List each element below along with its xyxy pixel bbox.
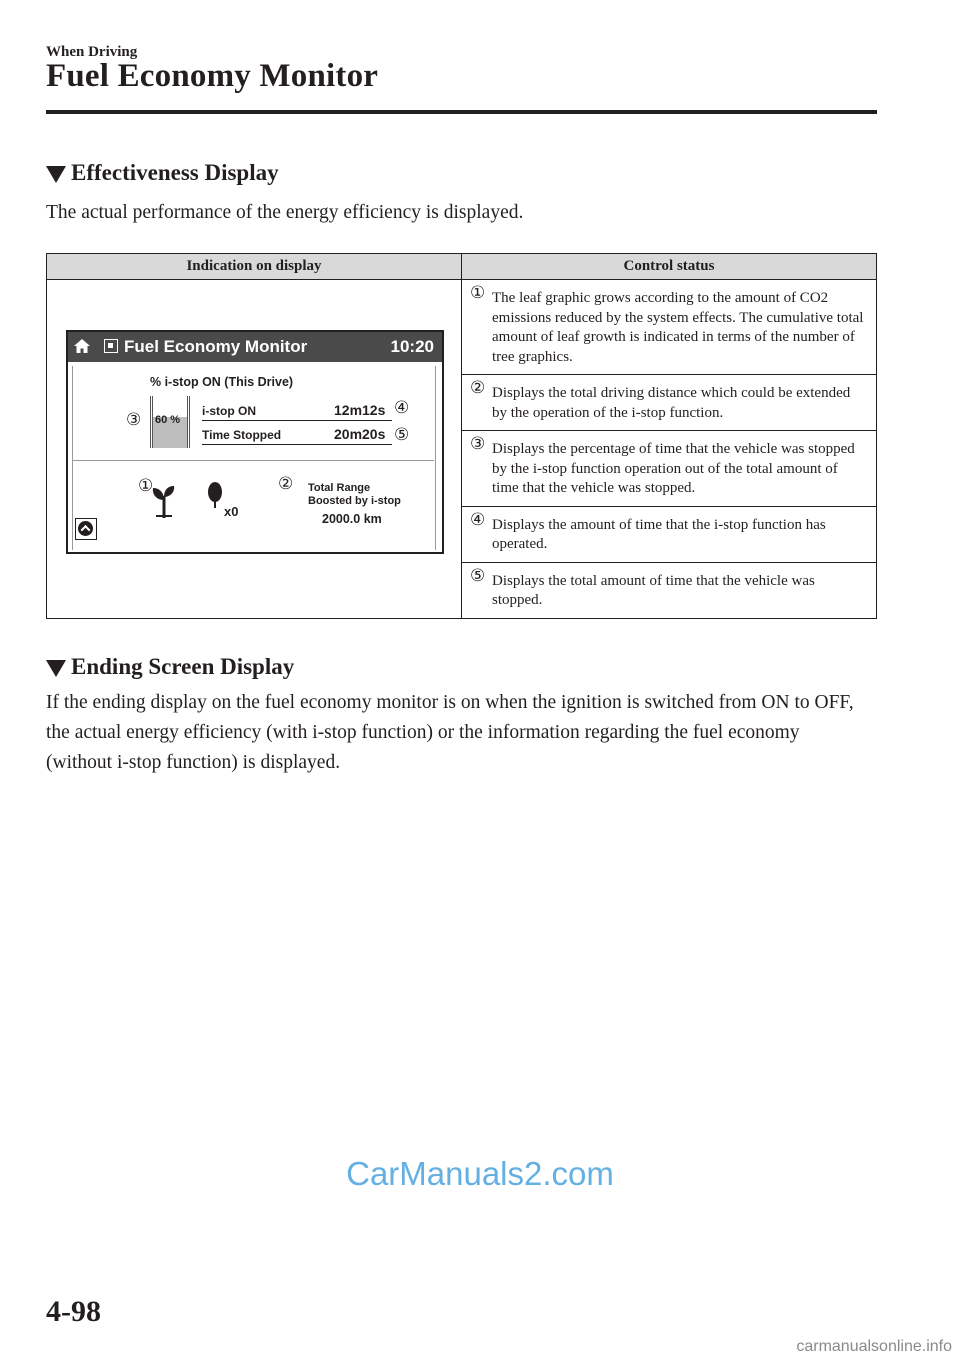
triangle-bullet-icon <box>46 660 66 677</box>
callout-4: ④ <box>394 398 410 418</box>
status-number: ④ <box>470 509 486 530</box>
status-cell <box>462 431 877 507</box>
tree-icon <box>208 482 222 508</box>
istop-title: % i-stop ON (This Drive) <box>150 375 294 389</box>
status-item <box>462 507 876 562</box>
effectiveness-heading-text: Effectiveness Display <box>71 160 279 185</box>
screen-divider <box>72 460 434 461</box>
effectiveness-intro: The actual performance of the energy efficiency is displayed. <box>46 202 524 223</box>
back-icon <box>78 521 93 536</box>
istop-on-value: 12m12s <box>334 402 386 418</box>
time-stopped-label: Time Stopped <box>202 428 282 442</box>
status-cell <box>462 375 877 431</box>
status-cell <box>462 562 877 618</box>
ending-heading-text: Ending Screen Display <box>71 654 295 679</box>
home-icon <box>74 339 90 353</box>
status-number: ⑤ <box>470 565 486 586</box>
range-label-1: Total Range <box>308 482 371 494</box>
effectiveness-heading <box>46 160 279 186</box>
table-row <box>47 280 877 375</box>
tree-count: x0 <box>224 504 239 519</box>
status-text: Displays the percentage of time that the vehicle was stopped by the i-stop function operation out of the total amount of time that the vehicle was stopped. <box>492 441 855 496</box>
status-text: Displays the amount of time that the i-stop function has operated. <box>492 516 826 552</box>
ending-heading <box>46 654 294 680</box>
callout-5: ⑤ <box>394 425 410 445</box>
range-label-2: Boosted by i-stop <box>308 495 401 507</box>
status-number: ③ <box>470 434 486 454</box>
monitor-screen <box>66 330 444 554</box>
page-number: 4-98 <box>46 1295 101 1328</box>
time-stopped-value: 20m20s <box>334 426 386 442</box>
row-underline <box>202 420 392 421</box>
status-text: Displays the total amount of time that the vehicle was stopped. <box>492 572 815 608</box>
control-status-table <box>46 253 877 619</box>
range-value: 2000.0 km <box>322 512 382 526</box>
status-cell <box>462 506 877 562</box>
section-label: When Driving <box>46 44 138 60</box>
back-button[interactable] <box>75 518 97 540</box>
page-title: Fuel Economy Monitor <box>46 58 379 94</box>
callout-1: ① <box>138 476 154 496</box>
table-header-row <box>47 254 877 280</box>
istop-on-label: i-stop ON <box>202 404 256 418</box>
status-item <box>462 375 876 430</box>
status-item <box>462 280 876 374</box>
status-number: ① <box>470 283 486 303</box>
sprout-icon <box>152 482 176 518</box>
screen-title-bar <box>68 332 442 362</box>
table-header-status: Control status <box>462 254 877 280</box>
app-icon <box>104 339 118 353</box>
site-mark: carmanualsonline.info <box>796 1338 952 1355</box>
callout-2: ② <box>278 474 294 494</box>
status-cell <box>462 280 877 375</box>
status-number: ② <box>470 378 486 398</box>
display-image-cell <box>47 280 462 619</box>
status-item <box>462 563 876 618</box>
table-header-indication: Indication on display <box>47 254 462 280</box>
status-text: The leaf graphic grows according to the amount of CO2 emissions reduced by the system effects. The cumulative total amount of leaf growth is indicated in terms of the number of tree graphics. <box>492 290 864 365</box>
status-text: Displays the total driving distance which could be extended by the operation of the i-stop function. <box>492 385 851 421</box>
triangle-bullet-icon <box>46 166 66 183</box>
title-rule <box>46 110 877 114</box>
watermark: CarManuals2.com <box>346 1155 614 1192</box>
istop-gauge <box>150 396 190 448</box>
istop-gauge-value: 60 % <box>155 414 181 426</box>
ending-text: If the ending display on the fuel economy monitor is on when the ignition is switched from ON to OFF, the actual energy efficiency (with i-stop function) or the information regarding the fuel economy (without i-stop function) is displayed. <box>46 692 854 773</box>
callout-3: ③ <box>126 410 142 430</box>
status-item <box>462 431 876 506</box>
row-underline <box>202 444 392 445</box>
screen-clock: 10:20 <box>390 337 434 356</box>
screen-title: Fuel Economy Monitor <box>124 337 308 356</box>
